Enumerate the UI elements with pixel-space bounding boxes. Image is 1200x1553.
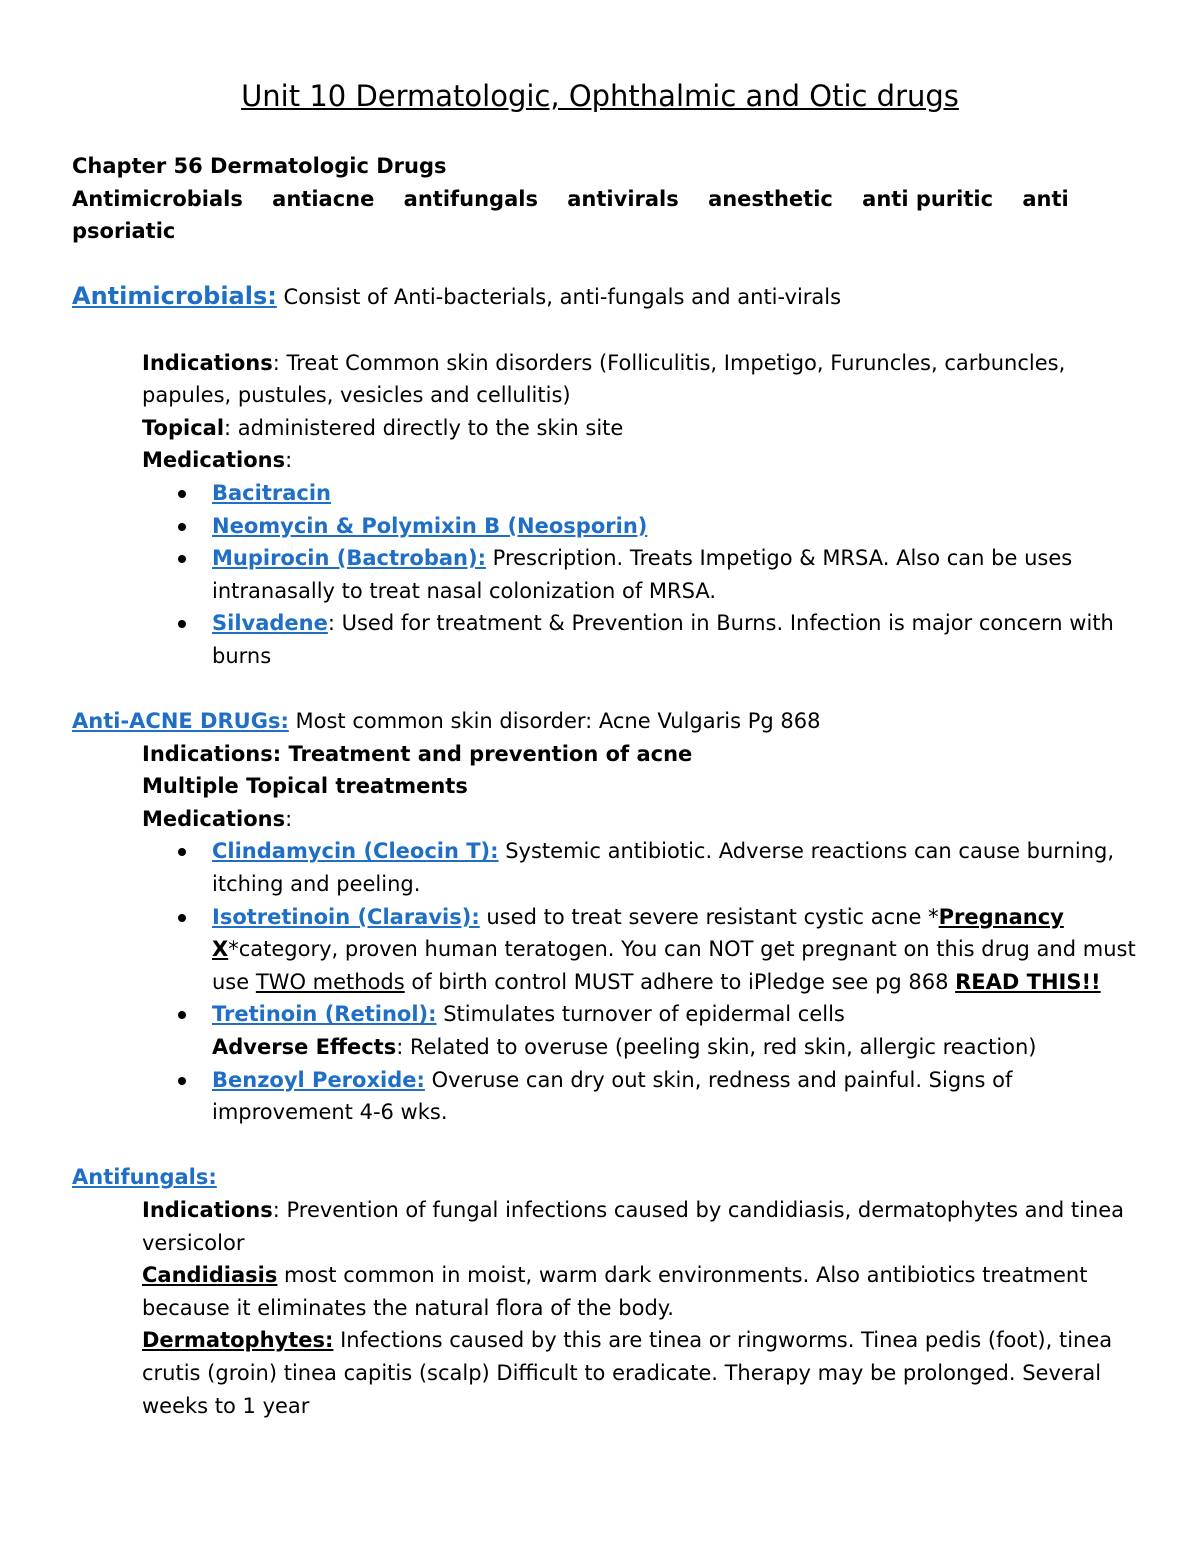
- med-link[interactable]: Benzoyl Peroxide:: [212, 1067, 425, 1092]
- list-item: [212, 607, 1147, 672]
- bullet-icon: [178, 490, 186, 498]
- med-desc: Overuse can dry out skin, redness and painful. Signs of improvement 4-6 wks.: [212, 1067, 1013, 1125]
- antiacne-indications: [72, 738, 1147, 771]
- list-item: [212, 835, 1147, 900]
- adverse-effects-label: Adverse Effects: [212, 1035, 397, 1060]
- indications-text: : Treatment and prevention of acne: [272, 741, 693, 766]
- antimicrobials-indications: [72, 347, 1147, 412]
- antimicrobials-topical: [72, 412, 1147, 445]
- topic: Antimicrobials: [72, 186, 243, 211]
- med-desc: Prescription. Treats Impetigo & MRSA. Also can be uses intranasally to treat nasal colonization of MRSA.: [212, 546, 1073, 603]
- list-item: [212, 477, 1147, 510]
- medications-colon: :: [285, 448, 293, 473]
- pregnancy-category: Pregnancy X: [212, 904, 1064, 962]
- topic: anesthetic: [708, 186, 833, 211]
- dermatophytes-text: Infections caused by this are tinea or ringworms. Tinea pedis (foot), tinea crutis (groin) tinea capitis (scalp) Difficult to eradicate. Therapy may be prolonged. Several weeks to 1 year: [142, 1328, 1113, 1418]
- topical-label: Topical: [142, 415, 225, 440]
- bullet-icon: [178, 1011, 186, 1019]
- topic: anti puritic: [862, 186, 994, 211]
- antimicrobials-heading-line: [72, 280, 1147, 314]
- bullet-icon: [178, 914, 186, 922]
- med-desc: used to treat severe resistant cystic acne *: [479, 904, 939, 929]
- document-body: [72, 150, 1147, 1422]
- med-desc: Stimulates turnover of epidermal cells: [436, 1002, 845, 1027]
- chapter-heading: Chapter 56 Dermatologic Drugs: [72, 154, 447, 178]
- page-title: Unit 10 Dermatologic, Ophthalmic and Otic drugs: [241, 79, 959, 113]
- med-desc: of birth control MUST adhere to iPledge see pg 868: [404, 969, 956, 994]
- bullet-icon: [178, 848, 186, 856]
- antifungals-dermatophytes: [72, 1324, 1147, 1422]
- medications-label: Medications: [142, 806, 286, 831]
- list-item: [212, 542, 1147, 607]
- bullet-icon: [178, 620, 186, 628]
- indications-text: : Prevention of fungal infections caused by candidiasis, dermatophytes and tinea versicolor: [142, 1198, 1125, 1255]
- med-desc: Systemic antibiotic. Adverse reactions can cause burning, itching and peeling.: [212, 839, 1115, 897]
- antifungals-heading[interactable]: Antifungals:: [72, 1165, 217, 1190]
- candidiasis-text: most common in moist, warm dark environments. Also antibiotics treatment because it eliminates the natural flora of the body.: [142, 1263, 1088, 1320]
- med-link[interactable]: Silvadene: [212, 611, 328, 636]
- list-item: [212, 1064, 1147, 1129]
- two-methods: TWO methods: [255, 969, 405, 994]
- bullet-icon: [178, 555, 186, 563]
- topic: psoriatic: [72, 219, 176, 244]
- indications-label: Indications: [142, 741, 273, 766]
- medications-colon: :: [285, 806, 293, 831]
- antiacne-med-list: [72, 835, 1147, 1128]
- list-item: [212, 998, 1147, 1063]
- bullet-icon: [178, 523, 186, 531]
- adverse-effects-text: : Related to overuse (peeling skin, red skin, allergic reaction): [396, 1035, 1037, 1060]
- antiacne-medications-label: [72, 803, 1147, 836]
- med-desc: *category, proven human teratogen. You can NOT get pregnant on this drug and must use: [212, 937, 1136, 994]
- indications-label: Indications: [142, 1198, 273, 1222]
- topic: antiacne: [272, 186, 375, 211]
- indications-text: : Treat Common skin disorders (Folliculitis, Impetigo, Furuncles, carbuncles, papules, pustules, vesicles and cellulitis): [142, 350, 1066, 408]
- antimicrobials-heading[interactable]: Antimicrobials:: [72, 282, 277, 311]
- medications-label: Medications: [142, 448, 286, 473]
- antifungals-indications: [72, 1194, 1147, 1259]
- indications-label: Indications: [142, 350, 273, 375]
- read-this: READ THIS!!: [955, 969, 1101, 994]
- candidiasis-label: Candidiasis: [142, 1263, 278, 1288]
- antifungals-heading-line: [72, 1161, 1147, 1194]
- antiacne-heading-line: [72, 705, 1147, 738]
- med-desc: : Used for treatment & Prevention in Burns. Infection is major concern with burns: [212, 611, 1114, 668]
- chapter-topics: [72, 183, 1147, 248]
- topic: antivirals: [567, 186, 679, 211]
- list-item: [212, 901, 1147, 999]
- topic: anti: [1022, 186, 1069, 211]
- list-item: [212, 510, 1147, 543]
- antifungals-candidiasis: [72, 1259, 1147, 1324]
- antimicrobials-medications-label: [72, 444, 1147, 477]
- antimicrobials-med-list: [72, 477, 1147, 673]
- bullet-icon: [178, 1077, 186, 1085]
- topical-text: : administered directly to the skin site: [224, 415, 624, 440]
- med-link[interactable]: Neomycin & Polymixin B (Neosporin): [212, 513, 648, 538]
- antiacne-heading[interactable]: Anti-ACNE DRUGs:: [72, 709, 289, 734]
- antiacne-intro: Most common skin disorder: Acne Vulgaris Pg 868: [288, 709, 821, 734]
- antimicrobials-intro: Consist of Anti-bacterials, anti-fungals and anti-virals: [283, 285, 842, 310]
- dermatophytes-label: Dermatophytes:: [142, 1328, 334, 1353]
- med-link[interactable]: Tretinoin (Retinol):: [212, 1002, 437, 1027]
- med-link[interactable]: Mupirocin (Bactroban):: [212, 546, 486, 571]
- antiacne-multiple: Multiple Topical treatments: [142, 774, 468, 799]
- med-link[interactable]: Isotretinoin (Claravis):: [212, 904, 480, 929]
- topic: antifungals: [403, 186, 538, 211]
- med-link[interactable]: Bacitracin: [212, 480, 331, 505]
- med-link[interactable]: Clindamycin (Cleocin T):: [212, 839, 499, 864]
